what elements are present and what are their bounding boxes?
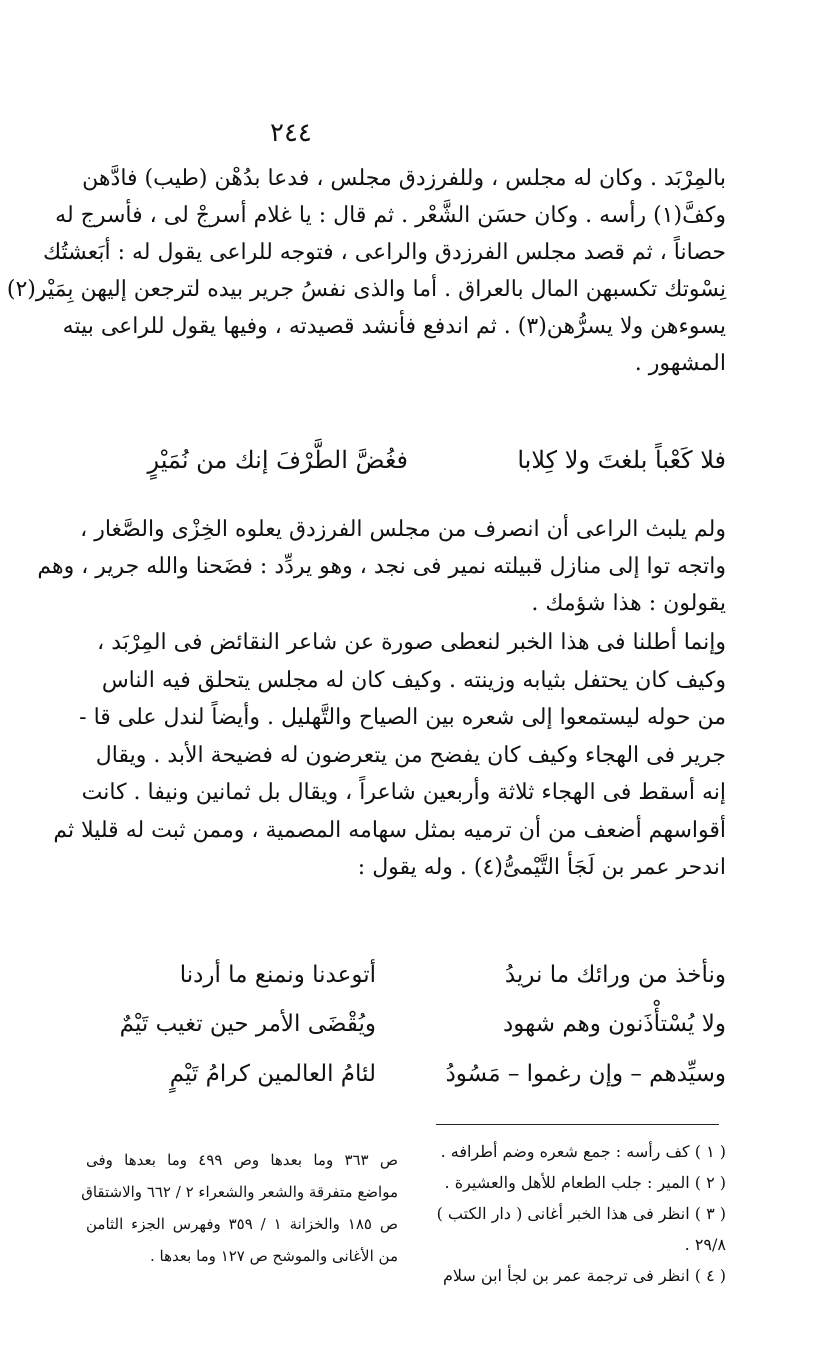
text-line: إنه أسقط فى الهجاء ثلاثة وأربعين شاعراً ، ويقال بل ثمانين ونيفا . كانت — [81, 780, 726, 805]
footnote: ( ٤ ) انظر فى ترجمة عمر بن لجأ ابن سلام — [442, 1266, 726, 1285]
text-line: يقولون : هذا شؤمك . — [531, 591, 726, 616]
paragraph-commentary — [53, 624, 726, 887]
verse-hemistich-second: فلا كَعْباً بلغتَ ولا كِلابا — [517, 446, 726, 474]
verse-hemistich-second: وسيِّدهم – وإن رغموا – مَسُودُ — [445, 1061, 726, 1087]
paragraph-aftermath — [37, 511, 726, 622]
page-number: ٢٤٤ — [270, 118, 312, 148]
verse-hemistich-first: أتوعدنا ونمنع ما أردنا — [179, 962, 376, 988]
footnote-continuation: ص ٣٦٣ وما بعدها وص ٤٩٩ وما بعدها وفى — [86, 1151, 398, 1169]
footnotes-column-left — [81, 1144, 398, 1272]
verse-hemistich-first: لئامُ العالمين كرامُ تَيْمٍ — [169, 1061, 376, 1087]
verse-hemistich-second: ولا يُسْتأْذَنون وهم شهود — [503, 1011, 726, 1037]
text-line: يسوءهن ولا يسرُّهن(٣) . ثم اندفع فأنشد قصيدته ، وفيها يقول للراعى بيته — [62, 314, 726, 339]
footnote-divider — [436, 1124, 719, 1125]
paragraph-narrative — [6, 160, 726, 382]
text-line: أقواسهم أضعف من أن ترميه بمثل سهامه المصمية ، وممن ثبت له قليلا ثم — [53, 817, 726, 843]
text-line: جرير فى الهجاء وكيف كان يفضح من يتعرضون له فضيحة الأبد . ويقال — [95, 742, 726, 768]
text-line: نِسْوتك تكسبهن المال بالعراق . أما والذى نفسُ جرير بيده لترجعن إليهن بِمَيْر(٢) — [6, 277, 726, 302]
text-line: واتجه توا إلى منازل قبيلته نمير فى نجد ، وهو يردِّد : فضَحنا والله جرير ، وهم — [37, 554, 726, 579]
text-line: اندحر عمر بن لَجَأ التَّيْمىُّ(٤) . وله يقول : — [357, 855, 726, 880]
text-line: وإنما أطلنا فى هذا الخبر لنعطى صورة عن شاعر النقائض فى المِرْبَد ، — [97, 630, 726, 655]
footnote: ٢٩/٨ . — [684, 1235, 726, 1254]
text-line: المشهور . — [634, 351, 726, 376]
footnote: ( ١ ) كف رأسه : جمع شعره وضم أطرافه . — [440, 1142, 726, 1161]
footnote-continuation: من الأغانى والموشح ص ١٢٧ وما بعدها . — [150, 1247, 398, 1265]
text-line: حصاناً ، ثم قصد مجلس الفرزدق والراعى ، فتوجه للراعى يقول له : أبَعشتُك — [42, 240, 726, 265]
text-line: بالمِرْبَد . وكان له مجلس ، وللفرزدق مجلس ، فدعا بدُهْن (طيب) فادَّهن — [82, 166, 726, 191]
footnote: ( ٢ ) المير : جلب الطعام للأهل والعشيرة . — [444, 1173, 726, 1192]
text-line: وكفَّ(١) رأسه . وكان حسَن الشَّعْر . ثم قال : يا غلام أسرجْ لى ، فأسرج له — [55, 203, 726, 228]
verse-hemistich-second: ونأخذ من ورائك ما نريدُ — [504, 962, 726, 988]
footnotes-column-right — [416, 1136, 726, 1291]
text-line: ولم يلبث الراعى أن انصرف من مجلس الفرزدق يعلوه الخِزْى والصَّغار ، — [80, 517, 726, 542]
footnote: ( ٣ ) انظر فى هذا الخبر أغانى ( دار الكتب ) — [436, 1204, 726, 1223]
text-line: وكيف كان يحتفل بثيابه وزينته . وكيف كان له مجلس يتحلق فيه الناس — [101, 667, 726, 693]
verse-hemistich-first: ويُقْضَى الأمر حين تغيب تَيْمٌ — [119, 1011, 376, 1037]
text-line: من حوله ليستمعوا إلى شعره بين الصياح والتَّهليل . وأيضاً لندل على قا - — [79, 705, 726, 730]
footnote-continuation: ص ١٨٥ والخزانة ١ / ٣٥٩ وفهرس الجزء الثامن — [86, 1215, 398, 1233]
verse-hemistich-first: فغُضَّ الطَّرْفَ إنك من نُمَيْرٍ — [147, 446, 408, 474]
footnote-continuation: مواضع متفرقة والشعر والشعراء ٢ / ٦٦٢ والاشتقاق — [81, 1183, 398, 1201]
